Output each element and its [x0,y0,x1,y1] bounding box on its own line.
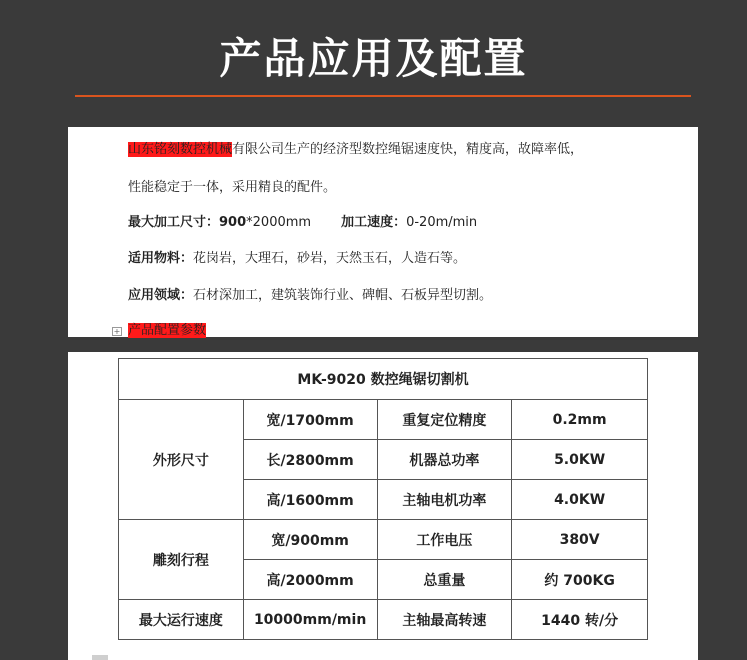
intro-line-1 [128,138,583,157]
bottom-mark [92,655,108,660]
table-row [119,400,648,440]
param-cell: 机器总功率 [377,440,512,480]
dim-cell: 高/2000mm [243,560,377,600]
dim-cell: 宽/1700mm [243,400,377,440]
spec-table [118,358,648,640]
value-cell: 1440 转/分 [512,600,648,640]
value-cell: 约 700KG [512,560,648,600]
table-row [119,600,648,640]
value-cell: 4.0KW [512,480,648,520]
intro-line-3 [128,211,477,230]
max-size-rest: *2000mm [246,215,312,230]
intro-panel [68,127,698,337]
max-size-bold: 900 [219,215,247,230]
param-cell: 重复定位精度 [377,400,512,440]
dim-cell: 长/2800mm [243,440,377,480]
param-cell: 工作电压 [377,520,512,560]
materials-label: 适用物料： [128,251,194,266]
table-title: MK-9020 数控绳锯切割机 [119,359,648,400]
table-row [119,520,648,560]
group-cell: 最大运行速度 [119,600,244,640]
dim-cell: 宽/900mm [243,520,377,560]
value-cell: 5.0KW [512,440,648,480]
config-heading-highlight: 产品配置参数 [128,323,207,338]
intro-line-2: 性能稳定于一体，采用精良的配件。 [128,180,337,195]
intro-line-5 [128,284,492,303]
spec-panel [68,352,698,660]
page-title: 产品应用及配置 [219,34,528,83]
dim-cell: 高/1600mm [243,480,377,520]
materials-value: 花岗岩，大理石，砂岩，天然玉石，人造石等。 [193,251,467,266]
param-cell: 总重量 [377,560,512,600]
param-cell: 主轴电机功率 [377,480,512,520]
param-cell: 主轴最高转速 [377,600,512,640]
company-name-highlight: 山东铭刻数控机械 [128,142,233,157]
group-cell: 雕刻行程 [119,520,244,600]
title-divider [75,95,691,97]
value-cell: 380V [512,520,648,560]
group-cell: 外形尺寸 [119,400,244,520]
intro-line-1-text: 有限公司生产的经济型数控绳锯速度快，精度高，故障率低， [232,142,584,157]
intro-line-6 [128,319,206,338]
speed-label: 加工速度： [341,215,407,230]
field-label: 应用领域： [128,288,194,303]
max-size-label: 最大加工尺寸： [128,215,220,230]
table-title-row [119,359,648,400]
value-cell: 0.2mm [512,400,648,440]
speed-value: 0-20m/min [406,215,478,230]
field-value: 石材深加工，建筑装饰行业、碑帽、石板异型切割。 [193,288,493,303]
intro-line-4 [128,247,466,266]
dim-cell: 10000mm/min [243,600,377,640]
anchor-icon: + [113,327,121,336]
